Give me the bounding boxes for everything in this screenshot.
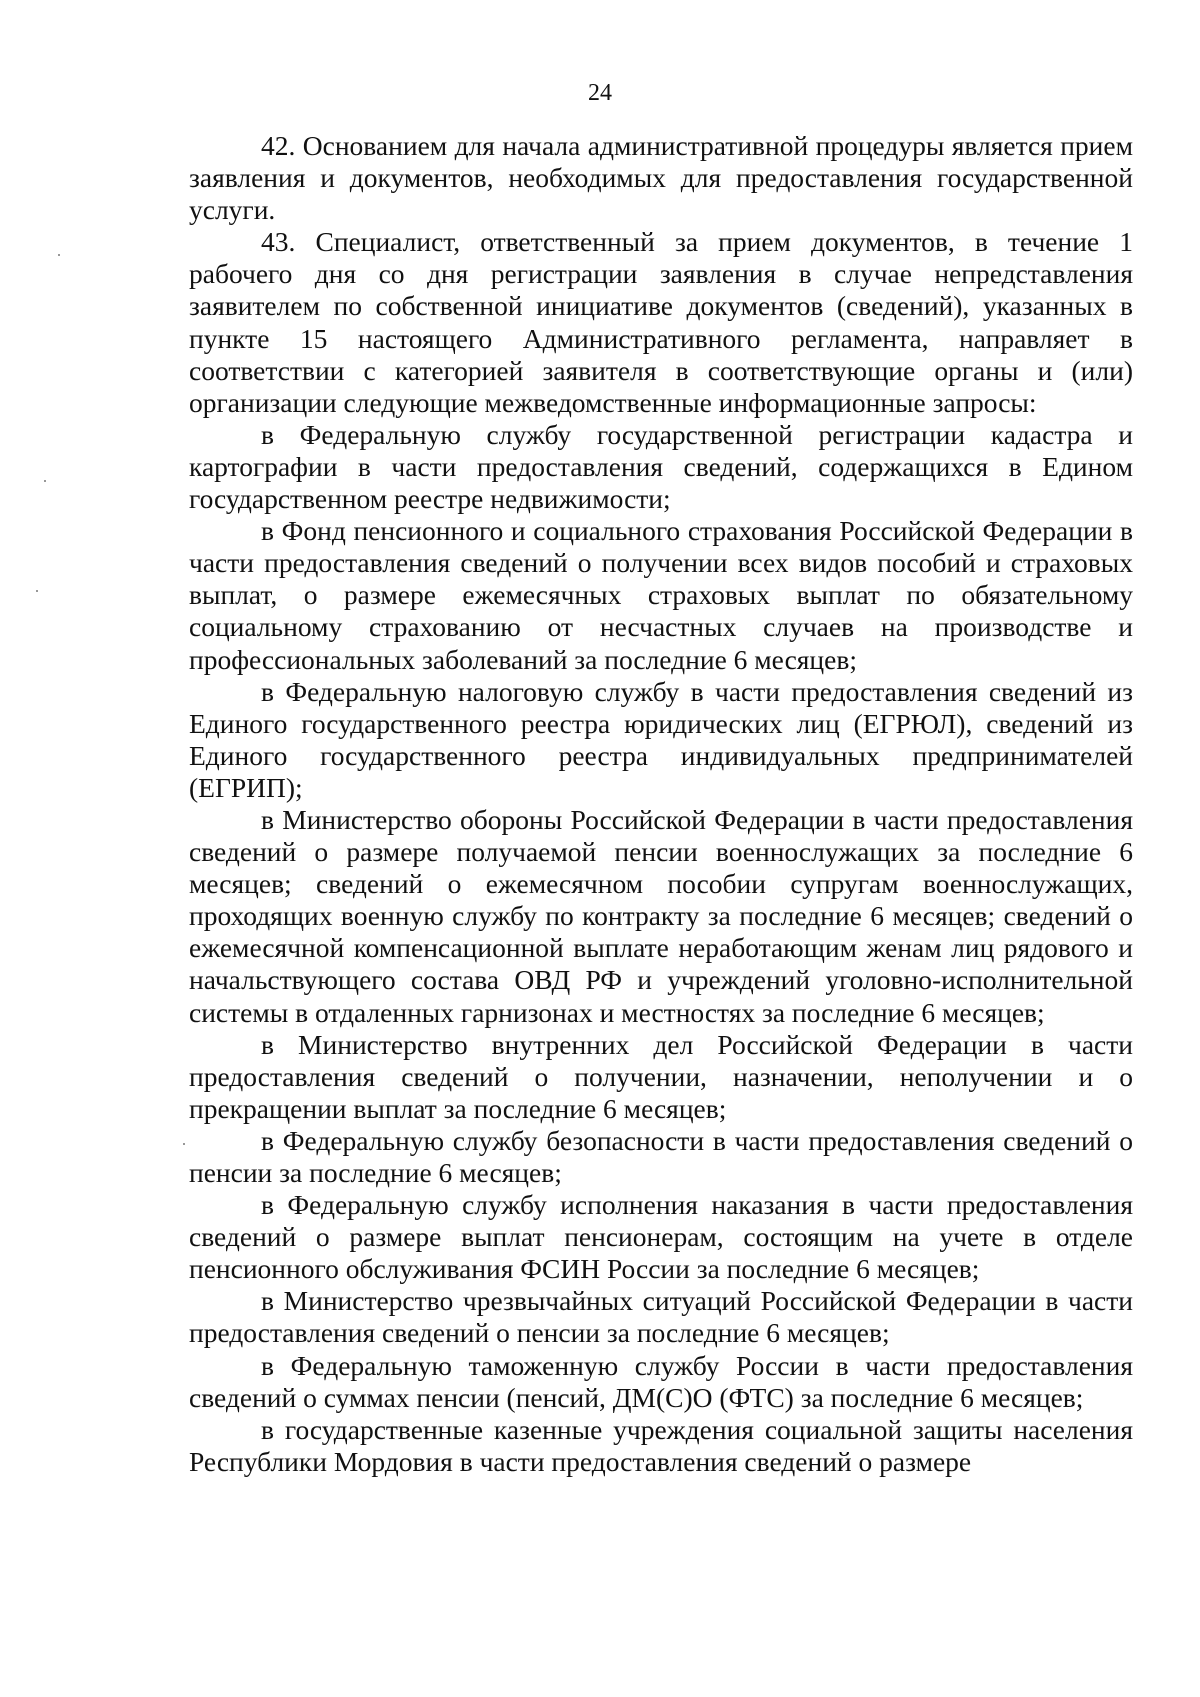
request-defense-ministry: в Министерство обороны Российской Федерации в части предоставления сведений о размере получаемой пенсии военнослужащих за последние 6 месяцев; сведений о ежемесячном пособии супругам военнослужащих, проходящих военную службу по контракту за последние 6 месяцев; сведений о ежемесячной компенсационной выплате неработающим женам лиц рядового и начальствующего состава ОВД РФ и учреждений уголовно-исполнительной системы в отдаленных гарнизонах и местностях за последние 6 месяцев; (189, 803, 1133, 1028)
scan-mark (44, 480, 46, 482)
scan-mark (36, 590, 38, 592)
request-social-protection: в государственные казенные учреждения социальной защиты населения Республики Мордовия в части предоставления сведений о размере (189, 1413, 1133, 1477)
request-rosreestr: в Федеральную службу государственной регистрации кадастра и картографии в части предоставления сведений, содержащихся в Едином государственном реестре недвижимости; (189, 418, 1133, 515)
request-social-fund: в Фонд пенсионного и социального страхования Российской Федерации в части предоставления сведений о получении всех видов пособий и страховых выплат, о размере ежемесячных страховых выплат по обязательному социальному страхованию от несчастных случаев на производстве и профессиональных заболеваний за последние 6 месяцев; (189, 515, 1133, 675)
request-interior-ministry: в Министерство внутренних дел Российской Федерации в части предоставления сведений о получении, назначении, неполучении и о прекращении выплат за последние 6 месяцев; (189, 1028, 1133, 1124)
document-body (189, 130, 1133, 1478)
request-emergency-ministry: в Министерство чрезвычайных ситуаций Российской Федерации в части предоставления сведений о пенсии за последние 6 месяцев; (189, 1285, 1133, 1349)
page-number: 24 (588, 80, 612, 106)
paragraph-42: 42. Основанием для начала административной процедуры является прием заявления и документов, необходимых для предоставления государственной услуги. (189, 130, 1133, 226)
scan-mark (58, 254, 60, 256)
request-customs-service: в Федеральную таможенную службу России в части предоставления сведений о суммах пенсии (пенсий, ДМ(С)О (ФТС) за последние 6 месяцев; (189, 1349, 1133, 1413)
request-tax-service: в Федеральную налоговую службу в части предоставления сведений из Единого государственного реестра юридических лиц (ЕГРЮЛ), сведений из Единого государственного реестра индивидуальных предпринимателей (ЕГРИП); (189, 675, 1133, 803)
request-penitentiary-service: в Федеральную службу исполнения наказания в части предоставления сведений о размере выплат пенсионерам, состоящим на учете в отделе пенсионного обслуживания ФСИН России за последние 6 месяцев; (189, 1189, 1133, 1285)
scan-mark (183, 1143, 185, 1145)
request-security-service: в Федеральную службу безопасности в части предоставления сведений о пенсии за последние 6 месяцев; (189, 1124, 1133, 1188)
paragraph-43: 43. Специалист, ответственный за прием документов, в течение 1 рабочего дня со дня регистрации заявления в случае непредставления заявителем по собственной инициативе документов (сведений), указанных в пункте 15 настоящего Административного регламента, направляет в соответствии с категорией заявителя в соответствующие органы и (или) организации следующие межведомственные информационные запросы: (189, 226, 1133, 418)
